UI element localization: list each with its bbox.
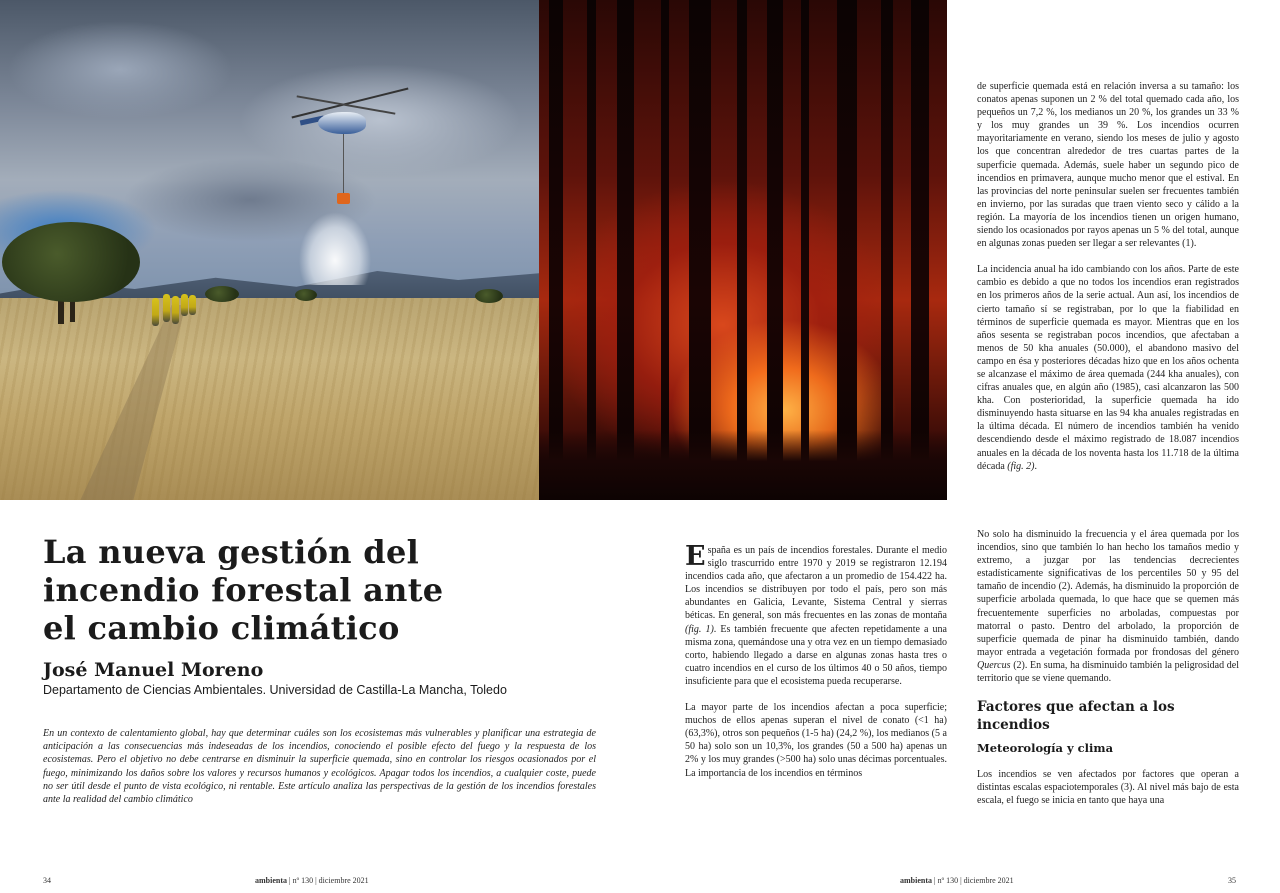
firefighter	[189, 295, 196, 315]
author-name: José Manuel Moreno	[43, 659, 264, 681]
body-paragraph: Los incendios se ven afectados por factores que operan a distintas escalas espaciotemporales (3). Al nivel más bajo de esta escala, el fuego se inicia en tanto que haya una	[977, 769, 1239, 807]
burning-tree-trunk	[549, 0, 563, 500]
page-number-left: 34	[43, 876, 51, 885]
distant-tree	[205, 286, 239, 302]
distant-tree	[295, 289, 317, 301]
firefighter	[181, 294, 188, 316]
paragraph-text: spaña es un país de incendios forestales. Durante el medio siglo trascurrido entre 1970 y 2019 se registraron 12.194 incendios cada año, que afectaron a un promedio de 154.422 ha. Los incendios se distribuyen por todo el país, pero son más abundantes en Galicia, Levante, Sistema Central y sierras béticas. En general, son más frecuentes en las zonas de montaña	[685, 545, 947, 622]
figure-reference: (fig. 2)	[1007, 460, 1035, 472]
burning-tree-trunk	[911, 0, 929, 500]
water-drop-spray	[290, 203, 380, 285]
article-abstract: En un contexto de calentamiento global, hay que determinar cuáles son los ecosistemas más vulnerables y planificar una estrategia de anticipación a las consecuencias más indeseadas de los incendios, conociendo el posible efecto del fuego y la respuesta de los ecosistemas. Pero el objetivo no debe centrarse en disminuir la superficie quemada, sino en controlar los riesgos ocasionados por el fuego, minimizando los daños sobre los valores y recursos humanos y ecológicos. Apagar todos los incendios, a cualquier coste, puede no ser útil desde el punto de vista ecológico, ni rentable. Este artículo analiza las perspectivas de la gestión de los incendios forestales ante la realidad del cambio climático	[43, 728, 596, 806]
article-title	[43, 533, 603, 647]
burning-tree-trunk	[767, 0, 783, 500]
burning-tree-trunk	[801, 0, 809, 500]
body-paragraph	[685, 541, 947, 688]
body-column-right-page-top	[977, 80, 1239, 486]
title-line: el cambio climático	[43, 609, 400, 647]
burning-tree-trunk	[737, 0, 747, 500]
section-heading: Factores que afectan a los incendios	[977, 699, 1175, 734]
burning-tree-trunk	[587, 0, 596, 500]
body-column-left-page	[685, 541, 947, 793]
body-paragraph	[977, 263, 1239, 473]
magazine-name: ambienta	[900, 876, 932, 885]
helicopter	[318, 112, 366, 134]
scorched-ground	[539, 430, 947, 500]
drop-cap: E	[685, 541, 706, 572]
issue-info: | nº 130 | diciembre 2021	[287, 876, 369, 885]
distant-tree	[475, 289, 503, 303]
firefighter	[152, 298, 159, 326]
footer-right	[900, 876, 1014, 885]
firefighter	[172, 296, 179, 324]
author-affiliation: Departamento de Ciencias Ambientales. Universidad de Castilla-La Mancha, Toledo	[43, 683, 507, 697]
page-number-right: 35	[1228, 876, 1236, 885]
bucket-cable	[343, 134, 344, 194]
paragraph-text: . Es también frecuente que afecten repetidamente a una misma zona, quemándose una y otra vez en un tiempo demasiado corto, habiendo llegado a darse en algunas zonas hasta tres o cuatro incendios en el curso de los últimos 40 o 50 años, tiempo insuficiente para que el ecosistema pueda recuperarse.	[685, 623, 947, 687]
figure-reference: (fig. 1)	[685, 623, 714, 635]
burning-tree-trunk	[661, 0, 669, 500]
helicopter-firefighting-photo	[0, 0, 539, 500]
photo-grass-field	[0, 298, 539, 500]
issue-info: | nº 130 | diciembre 2021	[932, 876, 1014, 885]
burning-tree-trunk	[837, 0, 857, 500]
burning-tree-trunk	[617, 0, 634, 500]
forest-fire-night-photo	[539, 0, 947, 500]
paragraph-text: (2). En suma, ha disminuido también la peligrosidad del territorio que se viene quemando.	[977, 659, 1239, 685]
burning-tree-trunk	[881, 0, 893, 500]
firefighter	[163, 294, 170, 322]
paragraph-text: La incidencia anual ha ido cambiando con los años. Parte de este cambio es debido a que no todos los incendios eran registrados en los primeros años de la serie actual. Aun así, los incendios de cierto tamaño sí se registraban, por lo que la fiabilidad en términos de superficie quemada es mayor. Mientras que en los años sesenta se registraban pocos incendios, que afectaban a menos de 50 kha anuales (50.000), el abandono masivo del campo en ésa y posteriores décadas hizo que en los años ochenta se alcanzase el máximo de área quemada (244 kha anuales), con cifras anuales que, en algún año (1985), casi alcanzaron las 500 kha. Con posterioridad, la superficie quemada ha ido disminuyendo hasta situarse en las 94 kha anuales registradas en la última década. El número de incendios también ha venido descendiendo desde el máximo registrado de 18.087 incendios anuales en la década de los noventa hasta los 11.718 de la última década	[977, 264, 1239, 472]
body-column-right-page-bottom	[977, 528, 1239, 820]
title-line: La nueva gestión del	[43, 533, 420, 571]
body-paragraph	[977, 528, 1239, 685]
footer-left	[255, 876, 369, 885]
burning-tree-trunk	[689, 0, 711, 500]
body-paragraph: de superficie quemada está en relación inversa a su tamaño: los conatos apenas suponen un 2 % del total quemado cada año, los pequeños un 7,2 %, los medianos un 20 %, los grandes un 33 % y los muy grandes un 39 %. Los incendios ocurren mayoritariamente en verano, siendo los meses de julio y agosto los que concentran alrededor de tres cuartas partes de la superficie quemada. Además, suele haber un segundo pico de incendios en primavera, aunque mucho menor que el estival. En las provincias del norte peninsular suelen ser frecuentes también en invierno, por las suradas que traen viento seco y cálido a la región. La mayoría de los incendios tienen un origen humano, siendo los ocasionados por rayos apenas un 5 % del total, aunque en algunas zonas pueden ser llegar a ser relevantes (1).	[977, 81, 1239, 250]
subsection-heading: Meteorología y clima	[977, 741, 1114, 756]
genus-name: Quercus	[977, 659, 1011, 671]
magazine-name: ambienta	[255, 876, 287, 885]
holm-oak-tree	[2, 222, 140, 302]
paragraph-text: .	[1034, 460, 1037, 472]
body-paragraph: La mayor parte de los incendios afectan a poca superficie; muchos de ellos apenas superan el nivel de conato (<1 ha) (63,3%), otros son pequeños (1-5 ha) (24,2 %), los medianos (5 a 50 ha) solo son un 10,3%, los grandes (50 a 500 ha) apenas un 2% y los muy grandes (>500 ha) solo unas décimas porcentuales. La importancia de los incendios en términos	[685, 702, 947, 779]
paragraph-text: No solo ha disminuido la frecuencia y el área quemada por los incendios, sino que también lo han hecho los tamaños medio y extremo, a juzgar por las tendencias decrecientes estadísticamente significativas de los percentiles 50 y 95 del tamaño de incendio (2). Además, ha disminuido la proporción de superficie arbolada quemada, lo que hace que se quemen más frecuentemente superficies no arboladas, compuestas por matorral o pasto. Dentro del arbolado, la proporción de superficie quemada de pinar ha disminuido también, dando mayor entrada a vegetación formada por frondosas del género	[977, 529, 1239, 658]
title-line: incendio forestal ante	[43, 571, 444, 609]
